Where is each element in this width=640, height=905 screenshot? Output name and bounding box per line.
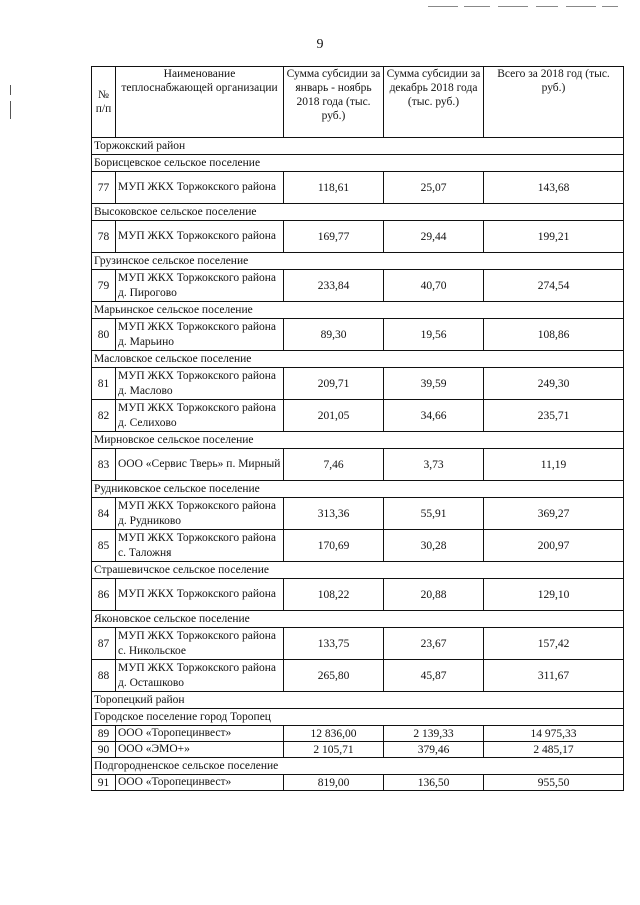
section-title: Борисцевское сельское поселение — [92, 155, 624, 172]
section-row — [92, 138, 624, 155]
page-number: 9 — [316, 37, 324, 52]
row-number: 90 — [92, 742, 116, 758]
table-row — [92, 628, 624, 660]
org-name: ООО «Торопецинвест» — [116, 775, 284, 791]
row-number: 79 — [92, 270, 116, 302]
header-org: Наименование теплоснабжающей организации — [116, 67, 284, 138]
sum-total: 108,86 — [484, 319, 624, 351]
org-name: МУП ЖКХ Торжокского района д. Рудниково — [116, 498, 284, 530]
table-row — [92, 579, 624, 611]
table-row — [92, 368, 624, 400]
section-row — [92, 155, 624, 172]
sum-jan-nov: 819,00 — [284, 775, 384, 791]
section-title: Торжокский район — [92, 138, 624, 155]
section-title: Марьинское сельское поселение — [92, 302, 624, 319]
org-name: МУП ЖКХ Торжокского района — [116, 579, 284, 611]
org-name: ООО «ЭМО+» — [116, 742, 284, 758]
header-num: № п/п — [92, 67, 116, 138]
table-row — [92, 726, 624, 742]
section-row — [92, 204, 624, 221]
table-row — [92, 172, 624, 204]
row-number: 89 — [92, 726, 116, 742]
section-row — [92, 432, 624, 449]
sum-dec: 30,28 — [384, 530, 484, 562]
sum-dec: 379,46 — [384, 742, 484, 758]
sum-jan-nov: 233,84 — [284, 270, 384, 302]
sum-dec: 29,44 — [384, 221, 484, 253]
row-number: 86 — [92, 579, 116, 611]
org-name: МУП ЖКХ Торжокского района д. Пирогово — [116, 270, 284, 302]
sum-jan-nov: 118,61 — [284, 172, 384, 204]
sum-jan-nov: 265,80 — [284, 660, 384, 692]
table-row — [92, 660, 624, 692]
sum-total: 11,19 — [484, 449, 624, 481]
row-number: 83 — [92, 449, 116, 481]
sum-total: 2 485,17 — [484, 742, 624, 758]
row-number: 88 — [92, 660, 116, 692]
section-title: Яконовское сельское поселение — [92, 611, 624, 628]
sum-total: 129,10 — [484, 579, 624, 611]
section-row — [92, 758, 624, 775]
sum-jan-nov: 201,05 — [284, 400, 384, 432]
row-number: 80 — [92, 319, 116, 351]
sum-dec: 23,67 — [384, 628, 484, 660]
table-row — [92, 742, 624, 758]
sum-dec: 55,91 — [384, 498, 484, 530]
sum-jan-nov: 209,71 — [284, 368, 384, 400]
table-row — [92, 775, 624, 791]
table-row — [92, 319, 624, 351]
section-row — [92, 611, 624, 628]
sum-dec: 136,50 — [384, 775, 484, 791]
row-number: 77 — [92, 172, 116, 204]
org-name: МУП ЖКХ Торжокского района с. Никольское — [116, 628, 284, 660]
section-row — [92, 692, 624, 709]
section-title: Рудниковское сельское поселение — [92, 481, 624, 498]
sum-total: 200,97 — [484, 530, 624, 562]
section-title: Страшевичское сельское поселение — [92, 562, 624, 579]
sum-dec: 34,66 — [384, 400, 484, 432]
sum-jan-nov: 313,36 — [284, 498, 384, 530]
sum-total: 274,54 — [484, 270, 624, 302]
sum-total: 955,50 — [484, 775, 624, 791]
org-name: ООО «Сервис Тверь» п. Мирный — [116, 449, 284, 481]
section-title: Высоковское сельское поселение — [92, 204, 624, 221]
table-row — [92, 221, 624, 253]
sum-total: 369,27 — [484, 498, 624, 530]
org-name: МУП ЖКХ Торжокского района д. Марьино — [116, 319, 284, 351]
table-row — [92, 270, 624, 302]
section-title: Городское поселение город Торопец — [92, 709, 624, 726]
section-row — [92, 302, 624, 319]
header-total: Всего за 2018 год (тыс. руб.) — [484, 67, 624, 138]
section-title: Масловское сельское поселение — [92, 351, 624, 368]
sum-total: 199,21 — [484, 221, 624, 253]
sum-jan-nov: 2 105,71 — [284, 742, 384, 758]
row-number: 81 — [92, 368, 116, 400]
org-name: МУП ЖКХ Торжокского района д. Осташково — [116, 660, 284, 692]
sum-dec: 3,73 — [384, 449, 484, 481]
row-number: 84 — [92, 498, 116, 530]
row-number: 87 — [92, 628, 116, 660]
sum-dec: 39,59 — [384, 368, 484, 400]
org-name: ООО «Торопецинвест» — [116, 726, 284, 742]
section-title: Торопецкий район — [92, 692, 624, 709]
section-row — [92, 253, 624, 270]
section-title: Мирновское сельское поселение — [92, 432, 624, 449]
sum-dec: 20,88 — [384, 579, 484, 611]
sum-jan-nov: 7,46 — [284, 449, 384, 481]
scan-artifact-top — [428, 6, 618, 8]
sum-jan-nov: 89,30 — [284, 319, 384, 351]
header-sum-dec: Сумма субсидии за декабрь 2018 года (тыс. руб.) — [384, 67, 484, 138]
header-sum-jan-nov: Сумма субсидии за январь - ноябрь 2018 года (тыс. руб.) — [284, 67, 384, 138]
row-number: 91 — [92, 775, 116, 791]
section-row — [92, 709, 624, 726]
table-row — [92, 498, 624, 530]
org-name: МУП ЖКХ Торжокского района с. Таложня — [116, 530, 284, 562]
sum-total: 311,67 — [484, 660, 624, 692]
row-number: 85 — [92, 530, 116, 562]
sum-jan-nov: 169,77 — [284, 221, 384, 253]
subsidy-table — [91, 66, 624, 791]
sum-jan-nov: 170,69 — [284, 530, 384, 562]
sum-total: 157,42 — [484, 628, 624, 660]
row-number: 82 — [92, 400, 116, 432]
sum-total: 143,68 — [484, 172, 624, 204]
sum-dec: 19,56 — [384, 319, 484, 351]
section-title: Подгородненское сельское поселение — [92, 758, 624, 775]
table-body — [92, 138, 624, 791]
sum-dec: 40,70 — [384, 270, 484, 302]
sum-dec: 2 139,33 — [384, 726, 484, 742]
org-name: МУП ЖКХ Торжокского района — [116, 172, 284, 204]
section-title: Грузинское сельское поселение — [92, 253, 624, 270]
org-name: МУП ЖКХ Торжокского района д. Селихово — [116, 400, 284, 432]
section-row — [92, 351, 624, 368]
org-name: МУП ЖКХ Торжокского района д. Маслово — [116, 368, 284, 400]
sum-dec: 45,87 — [384, 660, 484, 692]
sum-total: 249,30 — [484, 368, 624, 400]
sum-total: 14 975,33 — [484, 726, 624, 742]
row-number: 78 — [92, 221, 116, 253]
sum-jan-nov: 12 836,00 — [284, 726, 384, 742]
section-row — [92, 562, 624, 579]
scan-artifact-side — [10, 85, 12, 120]
table-row — [92, 449, 624, 481]
sum-jan-nov: 108,22 — [284, 579, 384, 611]
table-header-row — [92, 67, 624, 138]
sum-dec: 25,07 — [384, 172, 484, 204]
table-row — [92, 400, 624, 432]
sum-jan-nov: 133,75 — [284, 628, 384, 660]
section-row — [92, 481, 624, 498]
org-name: МУП ЖКХ Торжокского района — [116, 221, 284, 253]
sum-total: 235,71 — [484, 400, 624, 432]
table-row — [92, 530, 624, 562]
